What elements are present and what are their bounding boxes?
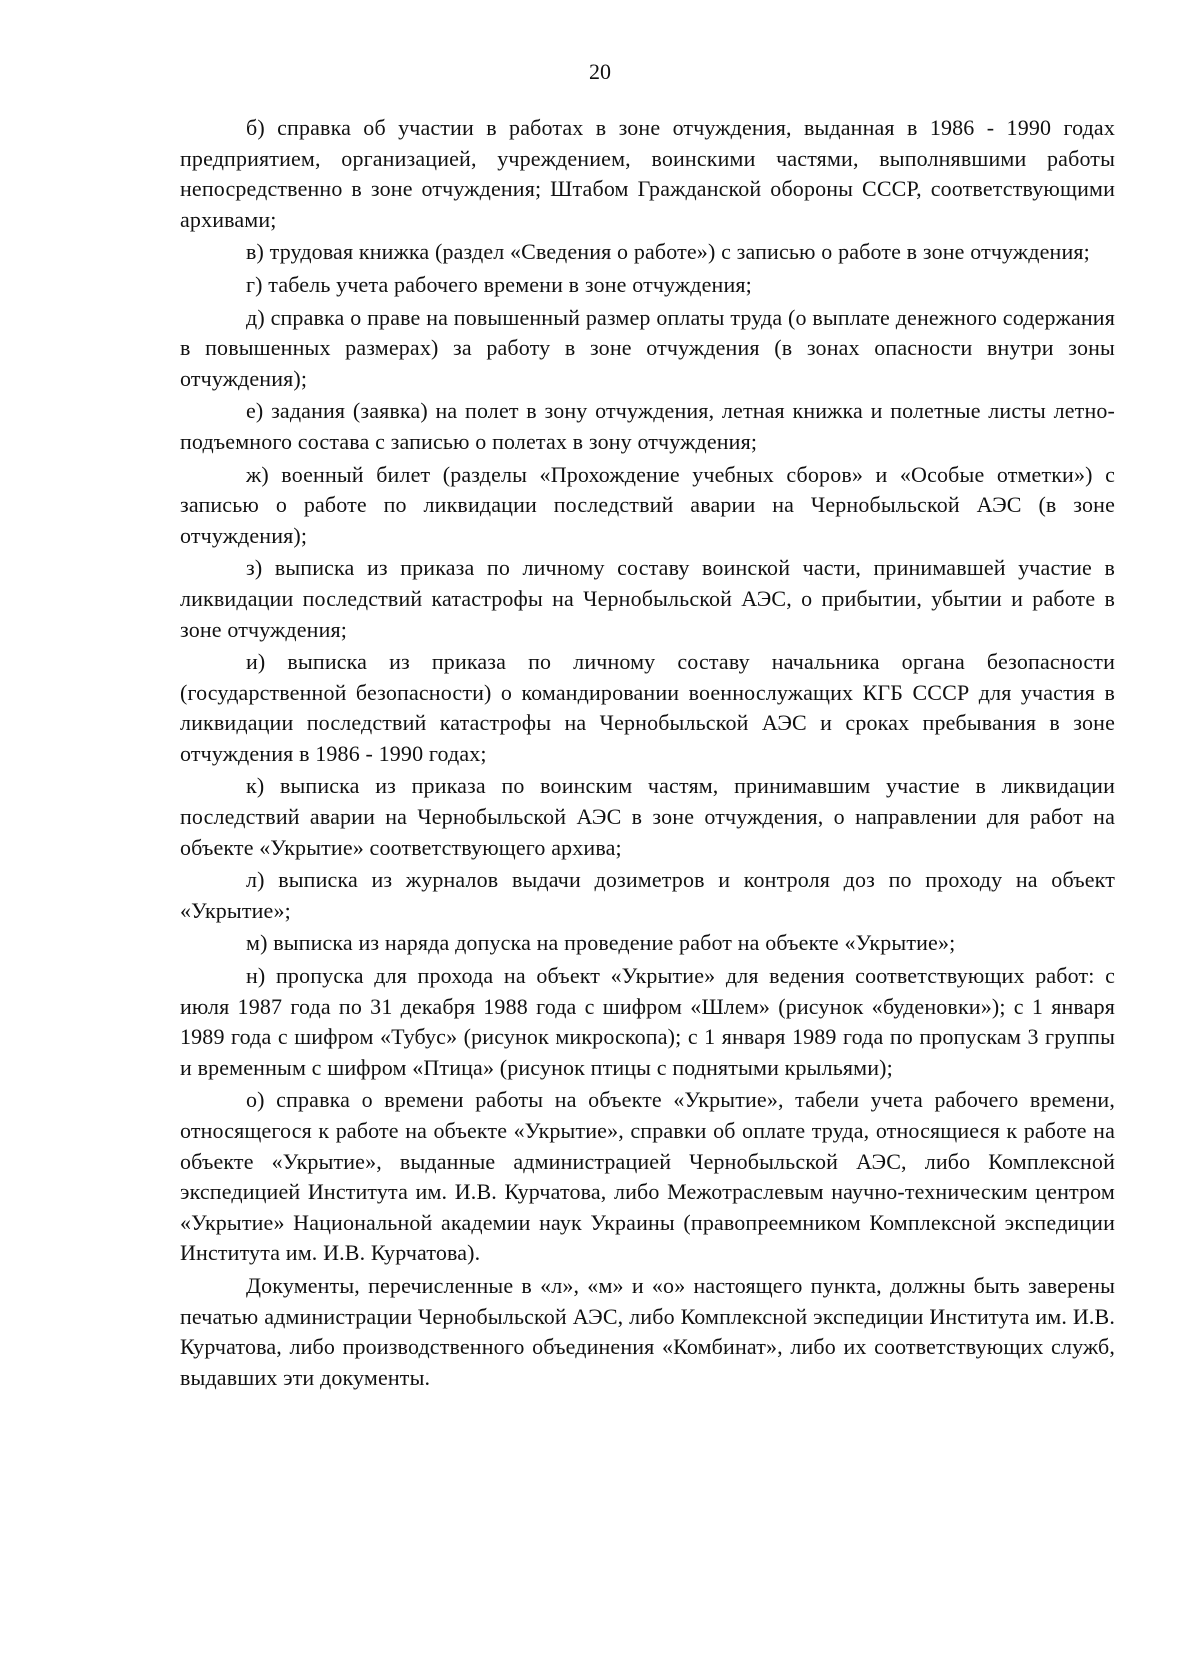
page-number: 20	[589, 59, 611, 84]
paragraph-i: и) выписка из приказа по личному составу начальника органа безопасности (государственной безопасности) о командировании военнослужащих КГБ СССР для участия в ликвидации последствий катастрофы на Чернобыльской АЭС и сроках пребывания в зоне отчуждения в 1986 - 1990 годах;	[180, 649, 1115, 766]
paragraph-e: е) задания (заявка) на полет в зону отчуждения, летная книжка и полетные листы летно-подъемного состава с записью о полетах в зону отчуждения;	[180, 398, 1115, 454]
paragraph-b: б) справка об участии в работах в зоне отчуждения, выданная в 1986 - 1990 годах предприятием, организацией, учреждением, воинскими частями, выполнявшими работы непосредственно в зоне отчуждения; Штабом Гражданской обороны СССР, соответствующими архивами;	[180, 115, 1115, 232]
paragraph-o: о) справка о времени работы на объекте «Укрытие», табели учета рабочего времени, относящегося к работе на объекте «Укрытие», справки об оплате труда, относящиеся к работе на объекте «Укрытие», выданные администрацией Чернобыльской АЭС, либо Комплексной экспедицией Института им. И.В. Курчатова, либо Межотраслевым научно-техническим центром «Укрытие» Национальной академии наук Украины (правопреемником Комплексной экспедиции Института им. И.В. Курчатова).	[180, 1087, 1115, 1266]
paragraph-documents-certification: Документы, перечисленные в «л», «м» и «о» настоящего пункта, должны быть заверены печатью администрации Чернобыльской АЭС, либо Комплексной экспедиции Института им. И.В. Курчатова, либо производственного объединения «Комбинат», либо их соответствующих служб, выдавших эти документы.	[180, 1272, 1115, 1390]
paragraph-n: н) пропуска для прохода на объект «Укрытие» для ведения соответствующих работ: с июля 1987 года по 31 декабря 1988 года с шифром «Шлем» (рисунок «буденовки»); с 1 января 1989 года с шифром «Тубус» (рисунок микроскопа); с 1 января 1989 года по пропускам 3 группы и временным с шифром «Птица» (рисунок птицы с поднятыми крыльями);	[180, 963, 1115, 1080]
paragraph-zh: ж) военный билет (разделы «Прохождение учебных сборов» и «Особые отметки») с записью о работе по ликвидации последствий аварии на Чернобыльской АЭС (в зоне отчуждения);	[180, 461, 1115, 548]
paragraph-k: к) выписка из приказа по воинским частям, принимавшим участие в ликвидации последствий аварии на Чернобыльской АЭС в зоне отчуждения, о направлении для работ на объекте «Укрытие» соответствующего архива;	[180, 773, 1115, 860]
paragraph-l: л) выписка из журналов выдачи дозиметров и контроля доз по проходу на объект «Укрытие»;	[180, 867, 1115, 923]
paragraph-v: в) трудовая книжка (раздел «Сведения о работе») с записью о работе в зоне отчуждения;	[246, 239, 1090, 265]
paragraph-m: м) выписка из наряда допуска на проведение работ на объекте «Укрытие»;	[246, 930, 956, 956]
document-body	[180, 113, 1115, 1393]
paragraph-z: з) выписка из приказа по личному составу воинской части, принимавшей участие в ликвидации последствий катастрофы на Чернобыльской АЭС, о прибытии, убытии и работе в зоне отчуждения;	[180, 555, 1115, 642]
paragraph-d: д) справка о праве на повышенный размер оплаты труда (о выплате денежного содержания в повышенных размерах) за работу в зоне отчуждения (в зонах опасности внутри зоны отчуждения);	[180, 304, 1115, 391]
paragraph-g: г) табель учета рабочего времени в зоне отчуждения;	[246, 271, 752, 297]
